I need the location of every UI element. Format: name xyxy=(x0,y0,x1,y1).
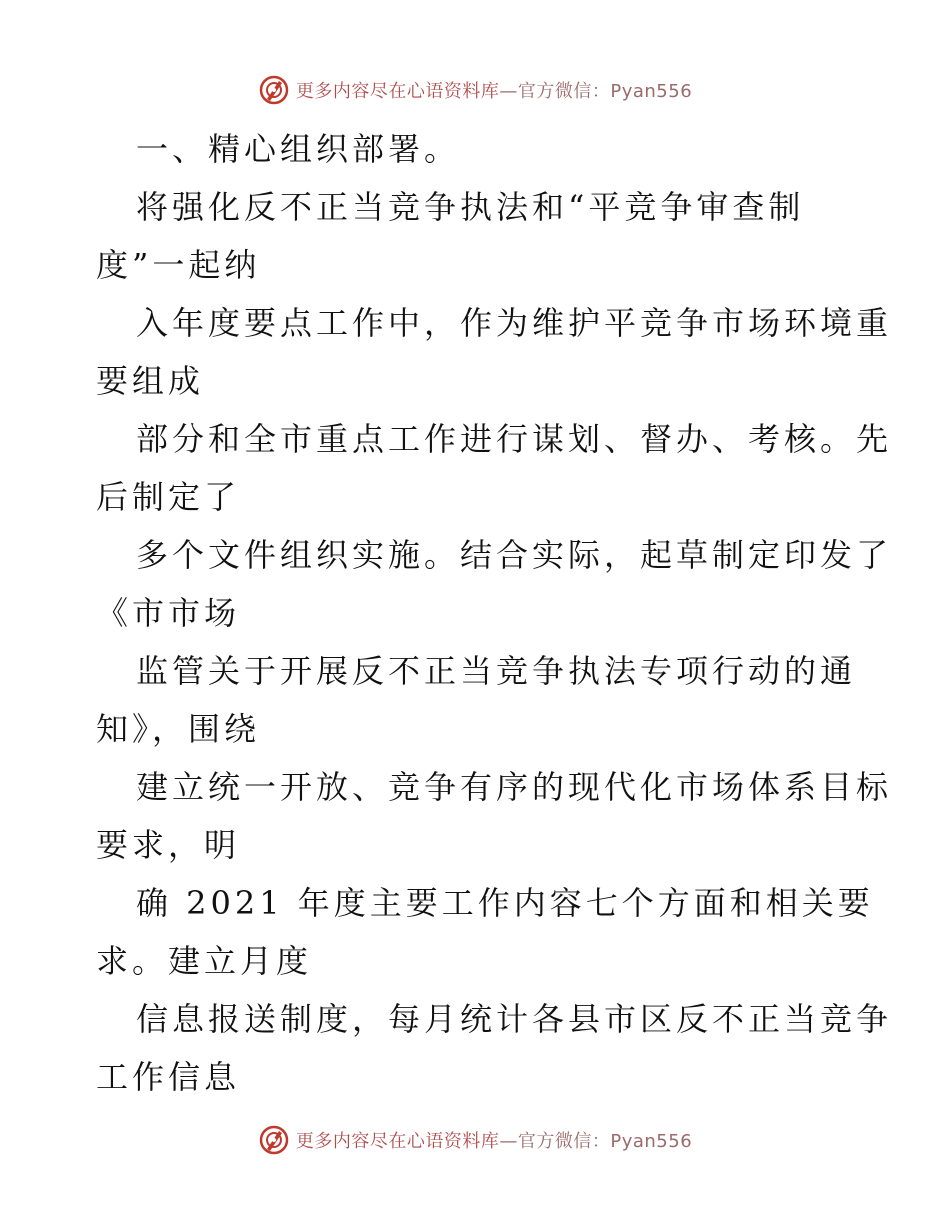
text-line: 监管关于开展反不正当竞争执法专项行动的通 xyxy=(136,652,857,690)
header-watermark xyxy=(0,72,950,108)
text-line: 建立统一开放、竞争有序的现代化市场体系目标 xyxy=(136,768,893,806)
document-body xyxy=(96,120,893,1106)
text-line: 工作信息 xyxy=(96,1058,241,1096)
watermark-dash: — xyxy=(499,81,518,102)
watermark-dash: — xyxy=(499,1131,518,1152)
text-line: 要组成 xyxy=(96,362,205,400)
text-line: 部分和全市重点工作进行谋划、督办、考核。先 xyxy=(136,420,893,458)
text-line: 一、精心组织部署。 xyxy=(136,130,461,168)
watermark-wechat: 官方微信：Pyan556 xyxy=(517,81,693,102)
text-line: 求。建立月度 xyxy=(96,942,313,980)
brand-logo-icon xyxy=(258,1124,290,1156)
text-line: 入年度要点工作中，作为维护平竞争市场环境重 xyxy=(136,304,893,342)
watermark-brand: 更多内容尽在心语资料库 xyxy=(295,81,500,102)
text-line: 信息报送制度，每月统计各县市区反不正当竞争 xyxy=(136,1000,893,1038)
text-line: 要求，明 xyxy=(96,826,241,864)
watermark-text xyxy=(296,1127,692,1153)
watermark-brand: 更多内容尽在心语资料库 xyxy=(295,1131,500,1152)
watermark-wechat: 官方微信：Pyan556 xyxy=(517,1131,693,1152)
text-line: 确 2021 年度主要工作内容七个方面和相关要 xyxy=(136,884,874,922)
text-line: 多个文件组织实施。结合实际，起草制定印发了 xyxy=(136,536,893,574)
text-line: 度”一起纳 xyxy=(96,246,261,284)
text-line: 知》，围绕 xyxy=(96,710,261,748)
footer-watermark xyxy=(0,1122,950,1158)
text-line: 将强化反不正当竞争执法和“平竞争审查制 xyxy=(136,188,805,226)
text-line: 《市市场 xyxy=(96,594,241,632)
watermark-text xyxy=(296,77,692,103)
brand-logo-icon xyxy=(258,74,290,106)
text-line: 后制定了 xyxy=(96,478,241,516)
